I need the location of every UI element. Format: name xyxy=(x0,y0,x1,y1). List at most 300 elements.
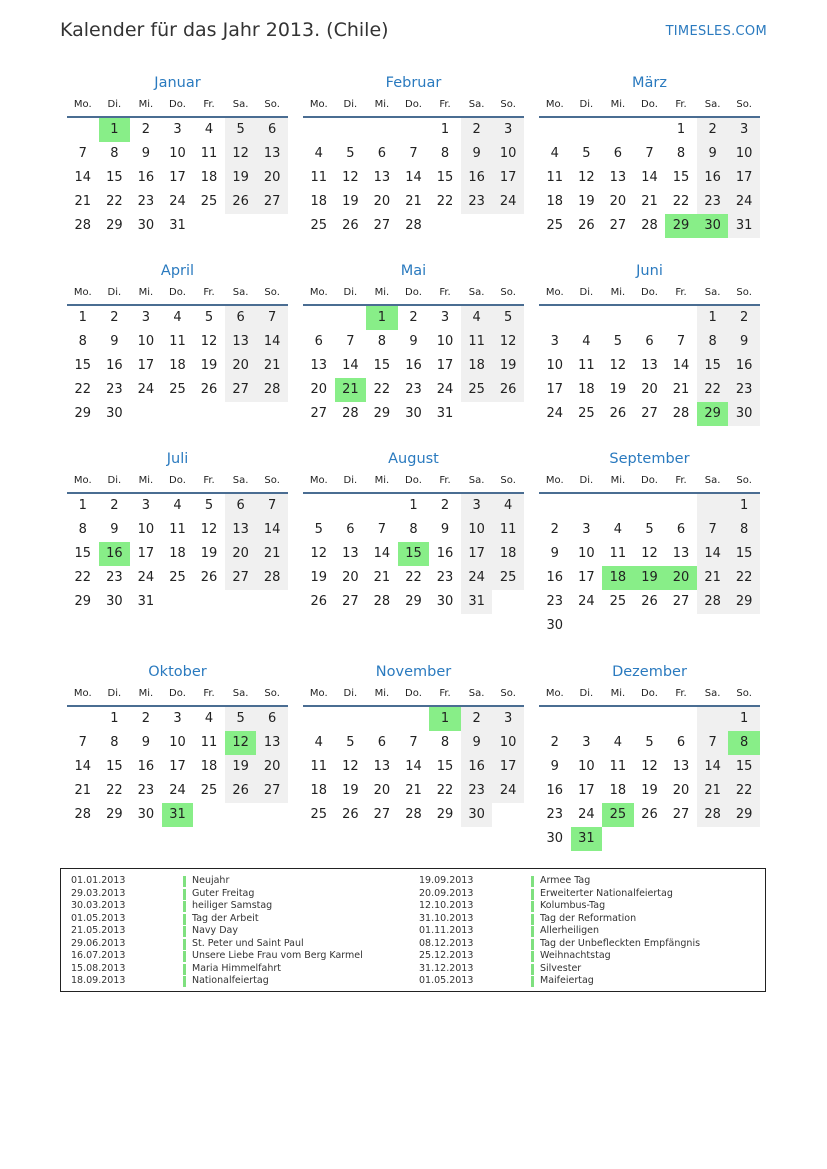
day-cell: 5 xyxy=(582,146,591,161)
day-cell: 5 xyxy=(204,498,214,513)
weekday-label: Do. xyxy=(405,99,422,110)
legend-marker xyxy=(531,926,534,937)
month-november xyxy=(303,661,524,827)
weekday-label: Mo. xyxy=(73,475,92,486)
day-cell: 28 xyxy=(256,566,288,590)
weekday-label: Fr. xyxy=(675,688,687,699)
weekday-label: Di. xyxy=(579,99,594,110)
month-september xyxy=(539,448,760,638)
day-cell: 21 xyxy=(373,570,391,585)
weekday-label: Di. xyxy=(579,475,594,486)
empty-cell xyxy=(634,118,666,142)
month-name: Februar xyxy=(385,75,442,91)
empty-cell xyxy=(697,494,729,518)
day-cell: 9 xyxy=(461,142,493,166)
day-cell: 23 xyxy=(546,594,564,609)
legend-holiday-name: Erweiterter Nationalfeiertag xyxy=(540,887,673,899)
day-cell: 20 xyxy=(225,542,257,566)
holiday-legend xyxy=(60,868,766,992)
day-cell: 6 xyxy=(256,707,288,731)
day-cell: 27 xyxy=(342,594,359,609)
day-cell: 21 xyxy=(641,194,658,209)
day-cell: 24 xyxy=(169,783,186,798)
day-cell: 2 xyxy=(550,522,559,537)
day-cell: 8 xyxy=(78,334,87,349)
weekday-header xyxy=(539,683,760,707)
day-cell: 8 xyxy=(440,146,450,161)
day-cell: 6 xyxy=(377,735,387,750)
day-cell: 28 xyxy=(697,803,729,827)
day-cell: 17 xyxy=(578,783,595,798)
day-cell: 29 xyxy=(106,218,123,233)
day-cell: 15 xyxy=(436,759,454,774)
day-cell: 7 xyxy=(645,146,654,161)
legend-date: 21.05.2013 xyxy=(71,925,126,936)
day-cell: 23 xyxy=(405,382,422,397)
day-cell: 15 xyxy=(373,358,391,373)
legend-holiday-name: heiliger Samstag xyxy=(192,900,273,911)
legend-date: 01.11.2013 xyxy=(419,925,474,936)
day-cell: 21 xyxy=(405,783,422,798)
day-cell: 11 xyxy=(492,518,524,542)
legend-holiday-name: Tag der Reformation xyxy=(540,912,637,924)
legend-row xyxy=(61,913,363,926)
weekday-label: Sa. xyxy=(468,688,485,699)
day-cell: 1 xyxy=(728,707,760,731)
day-cell: 4 xyxy=(492,494,524,518)
weekday-label: Mo. xyxy=(545,287,564,298)
day-cell: 2 xyxy=(728,306,760,330)
legend-marker xyxy=(531,914,534,925)
day-cell: 17 xyxy=(436,358,454,373)
day-cell: 3 xyxy=(550,334,559,349)
legend-holiday-name: Neujahr xyxy=(192,875,230,886)
day-cell: 12 xyxy=(609,358,627,373)
day-grid xyxy=(303,707,524,827)
day-cell: 23 xyxy=(461,779,493,803)
day-cell: 6 xyxy=(256,118,288,142)
weekday-label: Mo. xyxy=(309,475,328,486)
day-cell: 20 xyxy=(609,194,627,209)
day-grid xyxy=(303,118,524,238)
weekday-label: So. xyxy=(736,475,752,486)
empty-cell xyxy=(335,707,367,731)
day-cell: 19 xyxy=(609,382,627,397)
holiday-day-cell: 1 xyxy=(366,306,398,330)
legend-holiday-name: Navy Day xyxy=(192,925,238,936)
day-cell: 3 xyxy=(492,707,524,731)
day-cell: 18 xyxy=(546,194,564,209)
weekday-label: So. xyxy=(736,287,752,298)
day-cell: 14 xyxy=(672,358,690,373)
day-cell: 9 xyxy=(461,731,493,755)
day-cell: 17 xyxy=(137,358,155,373)
day-cell: 19 xyxy=(578,194,595,209)
day-cell: 24 xyxy=(728,190,760,214)
weekday-label: Fr. xyxy=(439,475,451,486)
day-cell: 20 xyxy=(672,783,690,798)
holiday-day-cell: 8 xyxy=(728,731,760,755)
day-cell: 21 xyxy=(672,382,690,397)
weekday-label: Fr. xyxy=(203,287,215,298)
day-cell: 31 xyxy=(728,214,760,238)
holiday-day-cell: 20 xyxy=(665,566,697,590)
month-name: September xyxy=(609,451,690,467)
day-cell: 28 xyxy=(256,378,288,402)
day-cell: 15 xyxy=(728,755,760,779)
empty-cell xyxy=(67,118,99,142)
day-cell: 27 xyxy=(672,807,690,822)
holiday-day-cell: 1 xyxy=(99,118,131,142)
weekday-label: So. xyxy=(500,287,516,298)
day-cell: 10 xyxy=(169,735,186,750)
legend-row xyxy=(409,875,700,888)
weekday-label: Sa. xyxy=(232,99,249,110)
weekday-header xyxy=(67,683,288,707)
holiday-day-cell: 31 xyxy=(162,803,194,827)
legend-marker xyxy=(531,901,534,912)
day-cell: 10 xyxy=(492,142,524,166)
legend-marker xyxy=(183,926,186,937)
day-cell: 10 xyxy=(169,146,186,161)
day-cell: 17 xyxy=(546,382,564,397)
day-cell: 6 xyxy=(613,146,623,161)
empty-cell xyxy=(665,707,697,731)
weekday-label: Sa. xyxy=(468,99,485,110)
legend-row xyxy=(61,950,363,963)
day-cell: 12 xyxy=(641,546,658,561)
day-cell: 28 xyxy=(74,807,92,822)
day-cell: 25 xyxy=(461,378,493,402)
legend-holiday-name: Silvester xyxy=(540,962,582,974)
day-cell: 14 xyxy=(641,170,658,185)
legend-date: 31.12.2013 xyxy=(419,962,474,974)
day-cell: 19 xyxy=(641,783,658,798)
day-cell: 5 xyxy=(314,522,323,537)
weekday-label: Di. xyxy=(343,688,358,699)
day-cell: 25 xyxy=(169,382,186,397)
day-cell: 16 xyxy=(697,166,729,190)
day-cell: 17 xyxy=(492,755,524,779)
day-grid xyxy=(539,306,760,426)
day-cell: 9 xyxy=(697,142,729,166)
day-cell: 12 xyxy=(200,522,218,537)
empty-cell xyxy=(602,118,634,142)
day-cell: 13 xyxy=(373,170,391,185)
day-cell: 25 xyxy=(609,594,627,609)
day-cell: 7 xyxy=(409,735,418,750)
day-cell: 17 xyxy=(461,542,493,566)
day-cell: 5 xyxy=(204,310,214,325)
day-cell: 22 xyxy=(728,566,760,590)
day-cell: 6 xyxy=(377,146,387,161)
day-cell: 12 xyxy=(492,330,524,354)
day-cell: 28 xyxy=(373,594,391,609)
weekday-label: Di. xyxy=(579,287,594,298)
weekday-header xyxy=(67,470,288,494)
day-cell: 11 xyxy=(200,146,218,161)
weekday-label: Mi. xyxy=(138,688,154,699)
day-cell: 14 xyxy=(256,330,288,354)
empty-cell xyxy=(571,118,603,142)
day-cell: 30 xyxy=(546,618,564,633)
day-cell: 24 xyxy=(492,190,524,214)
day-cell: 2 xyxy=(409,310,418,325)
weekday-label: Di. xyxy=(107,475,122,486)
day-cell: 11 xyxy=(169,522,186,537)
day-cell: 7 xyxy=(377,522,387,537)
month-juni xyxy=(539,260,760,426)
day-cell: 22 xyxy=(672,194,690,209)
day-cell: 29 xyxy=(728,803,760,827)
day-cell: 13 xyxy=(310,358,328,373)
legend-holiday-name: St. Peter und Saint Paul xyxy=(192,937,304,949)
day-cell: 23 xyxy=(106,382,123,397)
day-cell: 5 xyxy=(613,334,623,349)
day-cell: 12 xyxy=(225,142,257,166)
weekday-label: Mi. xyxy=(374,287,390,298)
day-cell: 30 xyxy=(405,406,422,421)
legend-marker xyxy=(183,939,186,950)
day-cell: 15 xyxy=(106,170,123,185)
legend-date: 16.07.2013 xyxy=(71,950,126,961)
day-cell: 18 xyxy=(609,783,627,798)
weekday-label: Fr. xyxy=(203,475,215,486)
day-cell: 8 xyxy=(728,518,760,542)
day-cell: 15 xyxy=(74,546,92,561)
weekday-label: Sa. xyxy=(704,688,721,699)
weekday-header xyxy=(67,94,288,118)
day-cell: 13 xyxy=(672,546,690,561)
weekday-label: Mi. xyxy=(138,99,154,110)
day-cell: 30 xyxy=(436,594,454,609)
weekday-label: Di. xyxy=(579,688,594,699)
legend-holiday-name: Tag der Arbeit xyxy=(192,912,259,924)
day-cell: 24 xyxy=(137,570,155,585)
day-cell: 6 xyxy=(676,522,686,537)
day-cell: 30 xyxy=(728,402,760,426)
day-cell: 8 xyxy=(440,735,450,750)
day-cell: 29 xyxy=(74,594,92,609)
day-cell: 25 xyxy=(310,218,328,233)
day-cell: 21 xyxy=(74,194,92,209)
day-cell: 12 xyxy=(641,759,658,774)
legend-row xyxy=(409,938,700,951)
legend-date: 31.10.2013 xyxy=(419,912,474,924)
weekday-label: Fr. xyxy=(675,287,687,298)
day-cell: 19 xyxy=(342,194,359,209)
legend-marker xyxy=(531,951,534,962)
day-cell: 19 xyxy=(200,358,218,373)
day-cell: 2 xyxy=(110,310,119,325)
legend-row xyxy=(61,875,363,888)
day-cell: 3 xyxy=(141,310,151,325)
empty-cell xyxy=(665,306,697,330)
empty-cell xyxy=(335,494,367,518)
day-cell: 3 xyxy=(582,735,591,750)
weekday-label: Mo. xyxy=(545,475,564,486)
legend-holiday-name: Unsere Liebe Frau vom Berg Karmel xyxy=(192,950,363,961)
legend-holiday-name: Maria Himmelfahrt xyxy=(192,962,281,974)
legend-marker xyxy=(531,889,534,900)
day-cell: 10 xyxy=(492,731,524,755)
weekday-header xyxy=(67,282,288,306)
month-mai xyxy=(303,260,524,426)
day-cell: 26 xyxy=(609,406,627,421)
day-cell: 23 xyxy=(436,570,454,585)
weekday-label: Mo. xyxy=(309,99,328,110)
day-cell: 11 xyxy=(200,735,218,750)
empty-cell xyxy=(634,707,666,731)
day-cell: 6 xyxy=(314,334,323,349)
day-cell: 5 xyxy=(492,306,524,330)
weekday-label: Sa. xyxy=(468,287,485,298)
day-cell: 8 xyxy=(78,522,87,537)
weekday-label: Do. xyxy=(405,688,422,699)
day-cell: 22 xyxy=(106,783,123,798)
empty-cell xyxy=(539,707,571,731)
legend-holiday-name: Maifeiertag xyxy=(540,975,594,986)
day-cell: 21 xyxy=(74,783,92,798)
day-cell: 21 xyxy=(256,354,288,378)
empty-cell xyxy=(539,494,571,518)
day-cell: 13 xyxy=(256,731,288,755)
day-cell: 14 xyxy=(697,542,729,566)
day-cell: 26 xyxy=(641,594,658,609)
weekday-label: Mo. xyxy=(309,287,328,298)
day-cell: 25 xyxy=(578,406,595,421)
empty-cell xyxy=(303,494,335,518)
day-cell: 8 xyxy=(377,334,387,349)
day-cell: 18 xyxy=(310,783,328,798)
day-cell: 12 xyxy=(310,546,328,561)
day-cell: 3 xyxy=(728,118,760,142)
day-cell: 20 xyxy=(342,570,359,585)
day-cell: 2 xyxy=(550,735,559,750)
day-cell: 21 xyxy=(256,542,288,566)
weekday-label: Mo. xyxy=(73,688,92,699)
day-cell: 23 xyxy=(546,807,564,822)
day-cell: 1 xyxy=(697,306,729,330)
day-cell: 11 xyxy=(461,330,493,354)
legend-date: 08.12.2013 xyxy=(419,937,474,949)
day-cell: 9 xyxy=(409,334,418,349)
month-februar xyxy=(303,72,524,238)
weekday-label: Mi. xyxy=(138,475,154,486)
day-cell: 25 xyxy=(169,570,186,585)
day-cell: 4 xyxy=(314,146,323,161)
weekday-label: Sa. xyxy=(232,688,249,699)
day-cell: 10 xyxy=(461,518,493,542)
day-cell: 23 xyxy=(728,378,760,402)
weekday-label: Sa. xyxy=(704,475,721,486)
day-cell: 29 xyxy=(405,594,422,609)
day-cell: 28 xyxy=(405,807,422,822)
day-cell: 14 xyxy=(697,755,729,779)
brand-link[interactable]: TIMESLES.COM xyxy=(665,24,767,39)
day-cell: 3 xyxy=(173,122,182,137)
day-cell: 2 xyxy=(697,118,729,142)
day-cell: 6 xyxy=(225,494,257,518)
day-cell: 11 xyxy=(609,759,627,774)
day-cell: 27 xyxy=(672,594,690,609)
empty-cell xyxy=(697,707,729,731)
day-cell: 12 xyxy=(342,170,359,185)
day-cell: 13 xyxy=(373,759,391,774)
weekday-label: Do. xyxy=(169,475,186,486)
weekday-label: Do. xyxy=(169,688,186,699)
legend-date: 20.09.2013 xyxy=(419,887,474,899)
weekday-label: Fr. xyxy=(203,688,215,699)
empty-cell xyxy=(602,306,634,330)
legend-row xyxy=(409,888,700,901)
day-cell: 26 xyxy=(200,382,218,397)
day-cell: 23 xyxy=(106,570,123,585)
legend-date: 01.05.2013 xyxy=(419,975,474,986)
day-cell: 21 xyxy=(697,566,729,590)
day-cell: 15 xyxy=(436,170,454,185)
day-cell: 4 xyxy=(173,498,182,513)
day-cell: 27 xyxy=(256,190,288,214)
day-cell: 13 xyxy=(225,330,257,354)
weekday-label: Di. xyxy=(343,99,358,110)
day-cell: 2 xyxy=(141,122,151,137)
day-cell: 28 xyxy=(672,406,690,421)
day-cell: 10 xyxy=(137,334,155,349)
month-januar xyxy=(67,72,288,238)
day-cell: 18 xyxy=(169,546,186,561)
weekday-label: So. xyxy=(500,99,516,110)
empty-cell xyxy=(398,707,430,731)
day-cell: 31 xyxy=(436,406,454,421)
month-name: August xyxy=(388,451,439,467)
day-cell: 27 xyxy=(225,566,257,590)
legend-row xyxy=(409,900,700,913)
day-cell: 8 xyxy=(110,735,119,750)
day-cell: 26 xyxy=(200,570,218,585)
day-cell: 2 xyxy=(461,707,493,731)
weekday-label: Mo. xyxy=(309,688,328,699)
legend-column-left xyxy=(61,875,363,988)
day-cell: 17 xyxy=(578,570,595,585)
day-cell: 24 xyxy=(436,382,454,397)
weekday-header xyxy=(303,94,524,118)
day-cell: 5 xyxy=(645,522,654,537)
day-cell: 31 xyxy=(137,594,155,609)
day-cell: 7 xyxy=(697,731,729,755)
day-cell: 9 xyxy=(550,759,559,774)
day-cell: 5 xyxy=(346,146,355,161)
day-cell: 19 xyxy=(492,354,524,378)
day-cell: 22 xyxy=(697,378,729,402)
day-cell: 16 xyxy=(546,570,564,585)
day-cell: 11 xyxy=(578,358,595,373)
day-cell: 26 xyxy=(310,594,328,609)
day-cell: 12 xyxy=(200,334,218,349)
weekday-label: Mo. xyxy=(545,99,564,110)
day-cell: 9 xyxy=(728,330,760,354)
legend-row xyxy=(61,888,363,901)
day-cell: 20 xyxy=(225,354,257,378)
day-grid xyxy=(539,494,760,638)
weekday-label: Sa. xyxy=(232,287,249,298)
legend-date: 12.10.2013 xyxy=(419,900,474,911)
day-cell: 4 xyxy=(204,122,214,137)
day-cell: 14 xyxy=(342,358,359,373)
empty-cell xyxy=(602,707,634,731)
day-cell: 27 xyxy=(609,218,627,233)
day-cell: 20 xyxy=(373,194,391,209)
